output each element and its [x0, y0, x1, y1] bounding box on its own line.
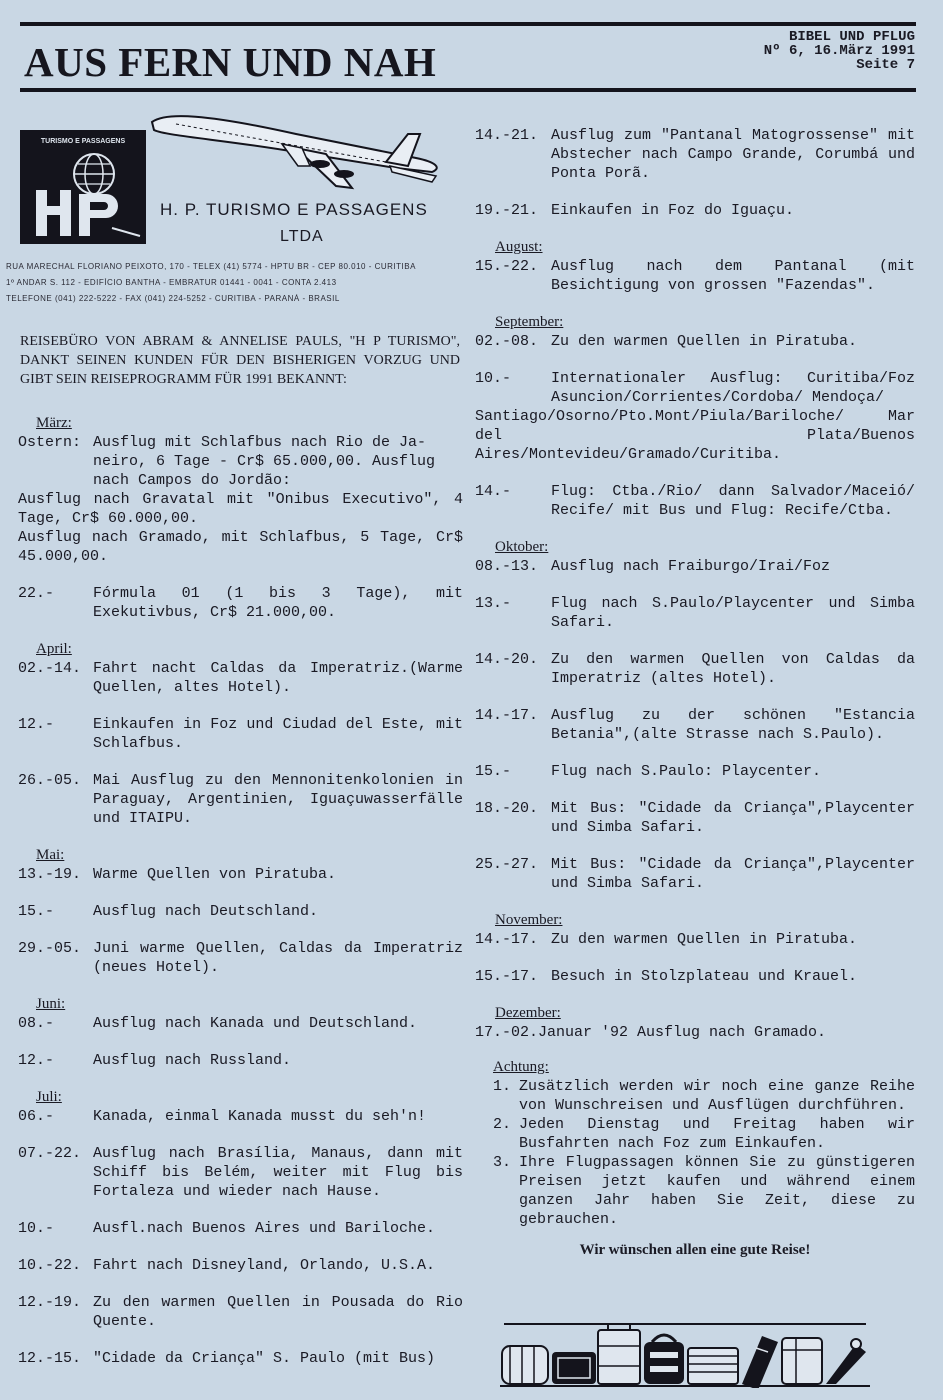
list-item: [475, 482, 915, 520]
entry-date: 10.-: [475, 370, 512, 387]
entry-text: Fahrt nach Disneyland, Orlando, U.S.A.: [93, 1257, 436, 1274]
entry-text: Ausflug nach Fraiburgo/Irai/Foz: [551, 558, 831, 575]
agency-address-line: RUA MARECHAL FLORIANO PEIXOTO, 170 - TELEX (41) 5774 - HPTU BR - CEP 80.010 - CURITIBA: [6, 262, 416, 271]
list-item: [18, 771, 463, 828]
entry-text: Flug nach S.Paulo: Playcenter.: [551, 763, 822, 780]
left-column: [18, 412, 463, 1368]
hp-globe-logo-icon: [20, 130, 146, 244]
note-text: Ihre Flugpassagen können Sie zu günstigeren Preisen jetzt kaufen und während einem ganzen Jahr haben Sie Zeit, diese zu gebrauchen.: [519, 1154, 915, 1228]
list-item: [18, 1293, 463, 1331]
entry-date: 15.-: [475, 763, 512, 780]
list-item: [18, 659, 463, 697]
entry-text: Santiago/Osorno/Pto.Mont/Piula/Bariloche/ Mar del Plata/Buenos Aires/Montevideu/Gramado/Curitiba.: [475, 408, 915, 463]
list-item: [18, 1051, 463, 1070]
entry-text: Ausfl.nach Buenos Aires und Bariloche.: [93, 1220, 436, 1237]
entry-date: 08.-13.: [475, 558, 539, 575]
entry-text: Kanada, einmal Kanada musst du seh'n!: [93, 1108, 427, 1125]
list-item: [18, 939, 463, 977]
month-heading-april: April:: [36, 641, 72, 657]
entry-text: Mit Bus: "Cidade da Criança",Playcenter und Simba Safari.: [551, 800, 915, 836]
list-item: [475, 1153, 915, 1229]
entry-text: Ausflug nach Kanada und Deutschland.: [93, 1015, 418, 1032]
list-item: [18, 902, 463, 921]
entry-text: Juni warme Quellen, Caldas da Imperatriz (neues Hotel).: [93, 940, 463, 976]
entry-text: Zu den warmen Quellen von Caldas da Imperatriz (altes Hotel).: [551, 651, 915, 687]
entry-date: 14.-17.: [475, 931, 539, 948]
list-item: [18, 1107, 463, 1126]
ostern-entry: [18, 433, 463, 566]
list-item: [18, 1219, 463, 1238]
entry-text: Zu den warmen Quellen in Piratuba.: [551, 333, 858, 350]
agency-name: H. P. TURISMO E PASSAGENS: [160, 200, 428, 219]
entry-date: 02.-08.: [475, 333, 539, 350]
entry-text: Internationaler Ausflug: Curitiba/Foz Asuncion/Corrientes/Cordoba/ Mendoça/: [551, 370, 915, 406]
entry-text: Fórmula 01 (1 bis 3 Tage), mit Exekutivbus, Cr$ 21.000,00.: [93, 585, 463, 621]
entry-date: 18.-20.: [475, 800, 539, 817]
month-heading-november: November:: [495, 912, 563, 928]
entry-text: Ausflug nach Deutschland.: [93, 903, 319, 920]
entry-text: Ausflug nach dem Pantanal (mit Besichtigung von grossen "Fazendas".: [551, 258, 915, 294]
entry-date: 25.-27.: [475, 856, 539, 873]
notes-heading: Achtung:: [493, 1059, 549, 1075]
list-item: [475, 762, 915, 781]
entry-date: Ostern:: [18, 434, 82, 451]
entry-text: Ausflug mit Schlafbus nach Rio de Ja-: [93, 434, 427, 451]
entry-text: Fahrt nacht Caldas da Imperatriz.(Warme Quellen, altes Hotel).: [93, 660, 463, 696]
month-heading-dezember: Dezember:: [495, 1005, 561, 1021]
entry-text: Ausflug zu der schönen "Estancia Betania",(alte Strasse nach S.Paulo).: [551, 707, 915, 743]
entry-date: 15.-: [18, 903, 55, 920]
entry-text: Einkaufen in Foz und Ciudad del Este, mit Schlafbus.: [93, 716, 463, 752]
right-column: [475, 126, 915, 1260]
note-text: Zusätzlich werden wir noch eine ganze Reihe von Wunschreisen und Ausflügen durchführen.: [519, 1078, 915, 1114]
note-text: Jeden Dienstag und Freitag haben wir Busfahrten nach Foz zum Einkaufen.: [519, 1116, 915, 1152]
list-item: [18, 1349, 463, 1368]
entry-text: Flug: Ctba./Rio/ dann Salvador/Maceió/ Recife/ mit Bus und Flug: Recife/Ctba.: [551, 483, 915, 519]
entry-text: Ausflug nach Gramado, mit Schlafbus, 5 Tage, Cr$ 45.000,00.: [18, 529, 463, 565]
page-number: Seite 7: [856, 57, 915, 73]
entry-date: 29.-05.: [18, 940, 82, 957]
entry-text: "Cidade da Criança" S. Paulo (mit Bus): [93, 1350, 436, 1367]
note-number: 1.: [492, 1078, 511, 1095]
list-item: [475, 706, 915, 744]
list-item: [475, 332, 915, 351]
list-item: [475, 257, 915, 295]
note-number: 3.: [492, 1154, 511, 1171]
issue-date: Nº 6, 16.März 1991: [763, 43, 915, 59]
list-item: [18, 865, 463, 884]
entry-date: 19.-21.: [475, 202, 539, 219]
list-item: [475, 967, 915, 986]
list-item: [18, 1256, 463, 1275]
entry-date: 22.-: [18, 585, 55, 602]
month-heading-mai: Mai:: [36, 847, 65, 863]
entry-date: 06.-: [18, 1108, 55, 1125]
month-heading-september: September:: [495, 314, 564, 330]
list-item: [18, 1144, 463, 1201]
entry-date: 14.-17.: [475, 707, 539, 724]
entry-text: Ausflug nach Russland.: [93, 1052, 292, 1069]
list-item: [475, 557, 915, 576]
entry-date: 14.-20.: [475, 651, 539, 668]
list-item: [475, 369, 915, 407]
entry-date: 15.-22.: [475, 258, 539, 275]
note-number: 2.: [492, 1116, 511, 1133]
agency-address-line: 1º ANDAR S. 112 - EDIFÍCIO BANTHA - EMBRATUR 01441 - 0041 - CONTA 2.413: [6, 278, 337, 287]
month-heading-august: August:: [495, 239, 543, 255]
month-heading-oktober: Oktober:: [495, 539, 549, 555]
list-item: [475, 650, 915, 688]
entry-text: Ausflug zum "Pantanal Matogrossense" mit Abstecher nach Campo Grande, Corumbá und Ponta Porã.: [551, 127, 915, 182]
publication-name: BIBEL UND PFLUG: [788, 29, 915, 45]
entry-text: Einkaufen in Foz do Iguaçu.: [551, 202, 795, 219]
entry-date: 26.-05.: [18, 772, 82, 789]
airplane-icon: [146, 104, 446, 194]
masthead-bottom-rule: [20, 88, 916, 92]
list-item: [18, 584, 463, 622]
luggage-illustration-icon: [500, 1322, 870, 1388]
entry-date: 13.-19.: [18, 866, 82, 883]
entry-date: 14.-21.: [475, 127, 539, 144]
masthead-top-rule: [20, 22, 916, 26]
list-item: [475, 855, 915, 893]
list-item: [475, 594, 915, 632]
entry-date: 12.-19.: [18, 1294, 82, 1311]
entry-date: 14.-: [475, 483, 512, 500]
list-item: [475, 799, 915, 837]
entry-text: Zu den warmen Quellen in Pousada do Rio Quente.: [93, 1294, 463, 1330]
closing-wish: Wir wünschen allen eine gute Reise!: [579, 1242, 811, 1258]
entry-text: Mai Ausflug zu den Mennonitenkolonien in Paraguay, Argentinien, Iguaçuwasserfälle und ITAIPU.: [93, 772, 463, 827]
entry-text: 17.-02.Januar '92 Ausflug nach Gramado.: [475, 1024, 827, 1041]
entry-date: 10.-: [18, 1220, 55, 1237]
entry-text: Zu den warmen Quellen in Piratuba.: [551, 931, 858, 948]
entry-text: neiro, 6 Tage - Cr$ 65.000,00. Ausflug nach Campos do Jordão:: [93, 453, 436, 489]
entry-text: Warme Quellen von Piratuba.: [93, 866, 337, 883]
entry-text: Ausflug nach Gravatal mit "Onibus Executivo", 4 Tage, Cr$ 60.000,00.: [18, 491, 463, 527]
entry-date: 07.-22.: [18, 1145, 82, 1162]
masthead-title: AUS FERN UND NAH: [24, 39, 437, 85]
list-item: [475, 1077, 915, 1115]
agency-address-line: TELEFONE (041) 222-5222 - FAX (041) 224-5252 - CURITIBA - PARANÁ - BRASIL: [6, 294, 340, 303]
logo-text: TURISMO E PASSAGENS: [40, 138, 126, 145]
list-item: [475, 930, 915, 949]
entry-date: 12.-: [18, 1052, 55, 1069]
entry-date: 13.-: [475, 595, 512, 612]
entry-text: Flug nach S.Paulo/Playcenter und Simba Safari.: [551, 595, 915, 631]
list-item: [475, 126, 915, 183]
entry-date: 12.-: [18, 716, 55, 733]
month-heading-juni: Juni:: [36, 996, 66, 1012]
list-item: [18, 715, 463, 753]
publication-info: [764, 30, 915, 72]
entry-date: 08.-: [18, 1015, 55, 1032]
list-item: [475, 201, 915, 220]
month-heading-maerz: März:: [36, 415, 72, 431]
intro-paragraph: REISEBÜRO VON ABRAM & ANNELISE PAULS, "H P TURISMO", DANKT SEINEN KUNDEN FÜR DEN BISHERIGEN VORZUG UND GIBT SEIN REISEPROGRAMM FÜR 1991 BEKANNT:: [20, 334, 460, 387]
entry-date: 15.-17.: [475, 968, 539, 985]
month-heading-juli: Juli:: [36, 1089, 62, 1105]
list-item: [475, 1115, 915, 1153]
entry-date: 10.-22.: [18, 1257, 82, 1274]
list-item: [18, 1014, 463, 1033]
agency-legal-form: LTDA: [280, 228, 324, 245]
entry-text: Ausflug nach Brasília, Manaus, dann mit Schiff bis Belém, weiter mit Flug bis Fortaleza und wieder nach Hause.: [93, 1145, 463, 1200]
entry-date: 12.-15.: [18, 1350, 82, 1367]
entry-text: Mit Bus: "Cidade da Criança",Playcenter und Simba Safari.: [551, 856, 915, 892]
entry-date: 02.-14.: [18, 660, 82, 677]
entry-text: Besuch in Stolzplateau und Krauel.: [551, 968, 858, 985]
